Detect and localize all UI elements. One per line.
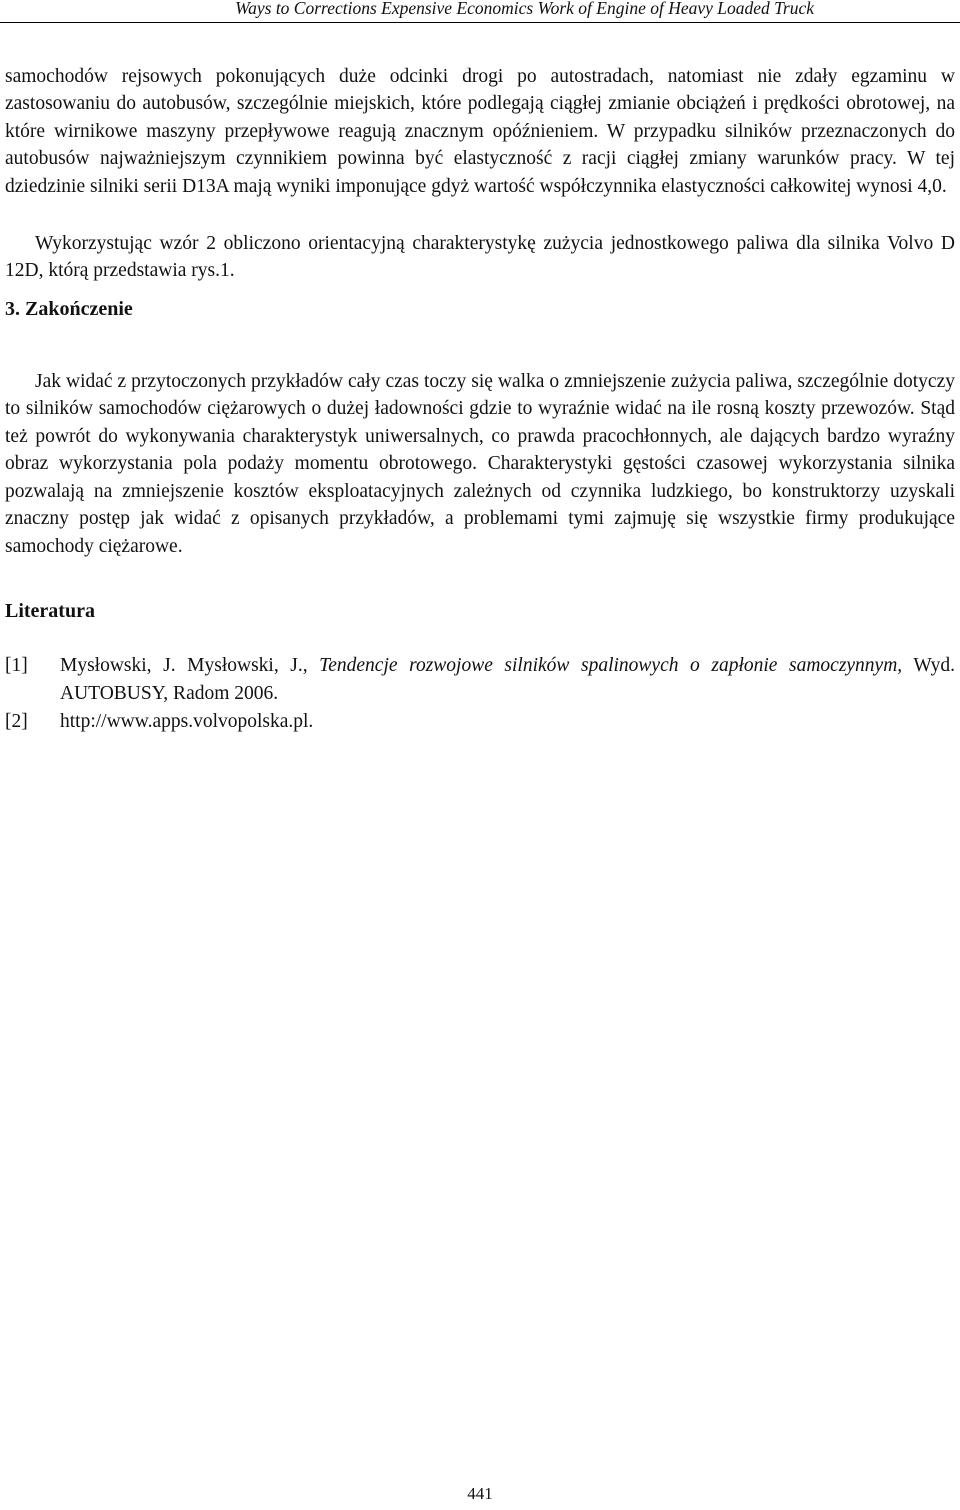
body-paragraph: Wykorzystując wzór 2 obliczono orientacyjną charakterystykę zużycia jednostkowego paliwa dla silnika Volvo D 12D, którą przedstawia rys.1. [5,232,955,281]
reference-title: Tendencje rozwojowe silników spalinowych o zapłonie samoczynnym, [319,655,903,676]
reference-item [5,708,955,736]
running-title: Ways to Corrections Expensive Economics Work of Engine of Heavy Loaded Truck [235,0,814,18]
reference-number: [1] [5,655,28,676]
reference-number: [2] [5,711,28,732]
page-number: 441 [467,1484,493,1503]
literature-heading: Literatura [5,600,95,622]
reference-authors: Mysłowski, J. Mysłowski, J., [60,655,308,676]
section-heading: 3. Zakończenie [5,298,133,320]
conclusion-paragraph: Jak widać z przytoczonych przykładów cały czas toczy się walka o zmniejszenie zużycia paliwa, szczególnie dotyczy to silników samochodów ciężarowych o dużej ładowności gdzie to wyraźnie widać na ile rosną koszty przewozów. Stąd też powrót do wykonywania charakterystyk uniwersalnych, co prawda pracochłonnych, ale dających bardzo wyraźny obraz wykorzystania pola podaży momentu obrotowego. Charakterystyki gęstości czasowej wykorzystania silnika pozwalają na zmniejszenie kosztów eksploatacyjnych zależnych od czynnika ludzkiego, bo konstruktorzy uzyskali znaczny postęp jak widać z opisanych przykładów, a problemami tymi zajmuję się wszystkie firmy produkujące samochody ciężarowe. [5,370,955,557]
reference-link: http://www.apps.volvopolska.pl. [60,711,314,732]
reference-text [60,652,955,708]
reference-item [5,652,955,708]
running-header [0,0,960,23]
reference-publisher: Wyd. AUTOBUSY, Radom 2006. [60,655,956,704]
reference-list [5,652,955,736]
body-paragraph: samochodów rejsowych pokonujących duże odcinki drogi po autostradach, natomiast nie zdały egzaminu w zastosowaniu do autobusów, szczególnie miejskich, które podlegają ciągłej zmianie obciążeń i prędkości obrotowej, na które wirnikowe maszyny przepływowe reagują znacznym opóźnieniem. W przypadku silników przeznaczonych do autobusów najważniejszym czynnikiem powinna być elastyczność z racji ciągłej zmiany warunków pracy. W tej dziedzinie silniki serii D13A mają wyniki imponujące gdyż wartość współczynnika elastyczności całkowitej wynosi 4,0. [5,65,955,197]
